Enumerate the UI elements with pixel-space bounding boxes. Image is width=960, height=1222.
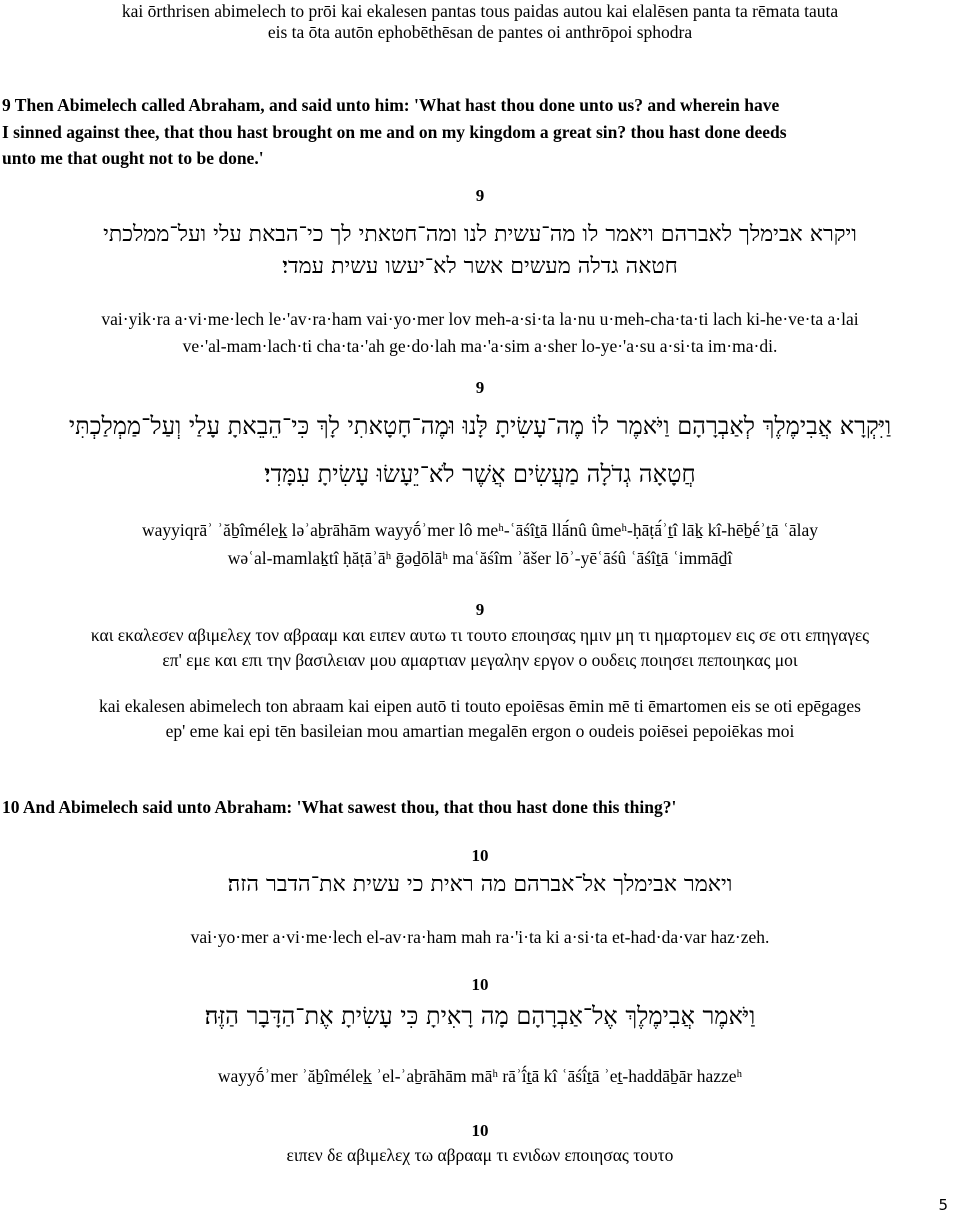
verse-number: 10	[471, 846, 489, 865]
greek-line: επ' εμε και επι την βασιλειαν μου αμαρτιαν μεγαλην εργον ο ουδεις ποιησει πεποιηκας μοι	[162, 650, 798, 670]
hebrew-plain-line: חטאה גדלה מעשים אשר לא־יעשו עשית עמדי׃	[282, 254, 678, 279]
academic-translit-line: wayyṓʾmer ʾăḇîmélek̲ ʾel-ʾaḇrāhām māʰ rāʾî́ṯā kî ʿāśî́ṯā ʾeṯ-haddāḇār hazzeʰ	[217, 1066, 743, 1086]
transliteration-line: vai·yo·mer a·vi·me·lech el-av·ra·ham mah ra·'i·ta ki a·si·ta et-had·da·var haz·zeh.	[190, 927, 770, 947]
verse-number: 9	[475, 600, 485, 619]
greek-translit-line: kai ōrthrisen abimelech to prōi kai ekalesen pantas tous paidas autou kai elalēsen panta ta rēmata tauta	[121, 1, 839, 21]
english-verse-line: 9 Then Abimelech called Abraham, and said unto him: 'What hast thou done unto us? and wherein have	[2, 95, 780, 115]
greek-translit-line: ep' eme kai epi tēn basileian mou amartian megalēn ergon o oudeis poiēsei pepoiēkas moi	[165, 721, 795, 741]
greek-line: ειπεν δε αβιμελεχ τω αβρααμ τι ενιδων εποιησας τουτο	[286, 1145, 674, 1165]
hebrew-pointed-line: וַיֹּאמֶר אֲבִימֶלֶךְ אֶל־אַבְרָהָם מָה רָאִיתָ כִּי עָשִׂיתָ אֶת־הַדָּבָר הַזֶּה׃	[204, 1002, 756, 1030]
transliteration-line: vai·yik·ra a·vi·me·lech le·'av·ra·ham vai·yo·mer lov meh-a·si·ta la·nu u·meh-cha·ta·ti lach ki-he·ve·ta a·lai	[101, 309, 859, 329]
greek-translit-line: kai ekalesen abimelech ton abraam kai eipen autō ti touto epoiēsas ēmin mē ti ēmartomen eis se oti epēgages	[99, 696, 861, 716]
verse-number: 10	[471, 1121, 489, 1140]
english-verse-line: unto me that ought not to be done.'	[2, 148, 264, 168]
greek-translit-line: eis ta ōta autōn ephobēthēsan de pantes oi anthrōpoi sphodra	[267, 22, 693, 42]
hebrew-plain-line: ויאמר אבימלך אל־אברהם מה ראית כי עשית את־הדבר הזה׃	[227, 872, 733, 897]
verse-number: 10	[471, 975, 489, 994]
page-number: 5	[938, 1196, 948, 1214]
transliteration-line: ve·'al-mam·lach·ti cha·ta·'ah ge·do·lah ma·'a·sim a·sher lo-ye·'a·su a·si·ta im·ma·di.	[182, 336, 778, 356]
hebrew-pointed-line: וַיִּקְרָא אֲבִימֶלֶךְ לְאַבְרָהָם וַיֹּאמֶר לוֹ מֶה־עָשִׂיתָ לָּנוּ וּמֶה־חָטָאתִי לָךְ כִּי־הֵבֵאתָ עָלַי וְעַל־מַמְלַכְתִּי	[68, 412, 892, 440]
verse-number: 9	[475, 378, 485, 397]
academic-translit-line: wayyiqrāʾ ʾăḇîmélek̲ ləʾaḇrāhām wayyṓʾmer lô meʰ-ʿāśîṯā llā́nû ûmeʰ-ḥāṭā́ʾṯî lāḵ kî-hēḇḗʾṯā ʿālay	[142, 520, 818, 540]
academic-translit-line: wəʿal-mamlaḵtî ḥăṭāʾāʰ ḡəḏōlāʰ maʿăśîm ʾăšer lōʾ-yēʿāśû ʿāśîṯā ʿimmāḏî	[227, 548, 733, 568]
hebrew-pointed-line: חֲטָאָה גְדֹלָה מַעֲשִׂים אֲשֶׁר לֹא־יֵעָשׂוּ עָשִׂיתָ עִמָּדִי׃	[264, 460, 696, 488]
verse-number: 9	[475, 186, 485, 205]
english-verse-line: 10 And Abimelech said unto Abraham: 'What sawest thou, that thou hast done this thing?'	[2, 797, 677, 817]
greek-line: και εκαλεσεν αβιμελεχ τον αβρααμ και ειπεν αυτω τι τουτο εποιησας ημιν μη τι ημαρτομεν εις σε οτι επηγαγες	[90, 625, 870, 645]
english-verse-line: I sinned against thee, that thou hast brought on me and on my kingdom a great sin? thou hast done deeds	[2, 122, 787, 142]
hebrew-plain-line: ויקרא אבימלך לאברהם ויאמר לו מה־עשית לנו ומה־חטאתי לך כי־הבאת עלי ועל־ממלכתי	[103, 222, 857, 247]
